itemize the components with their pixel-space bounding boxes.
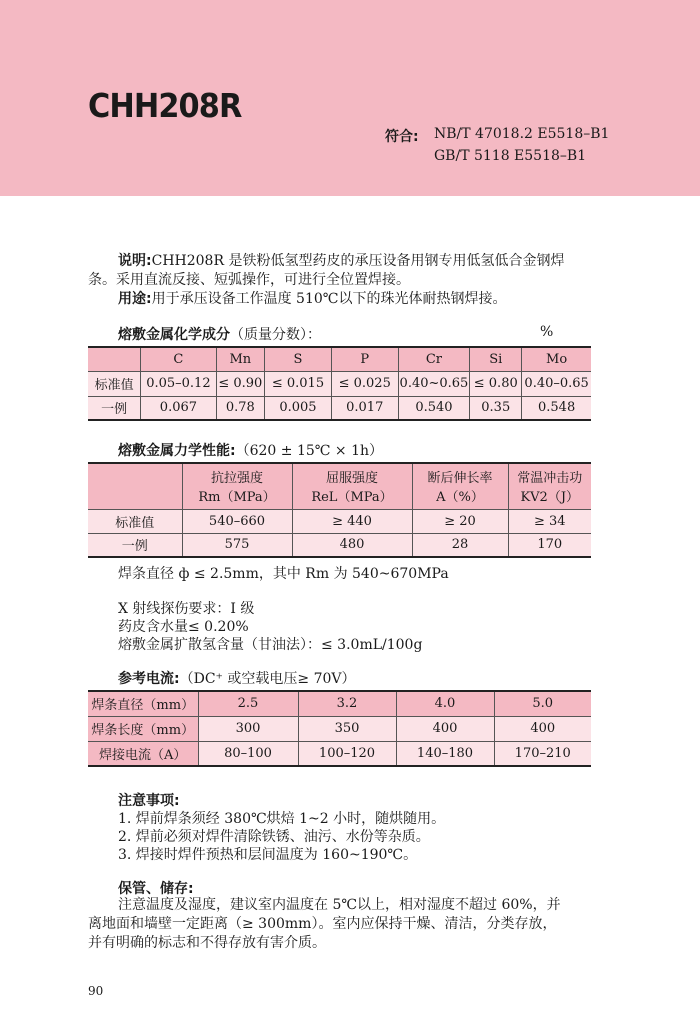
standard-2: GB/T 5118 E5518–B1 — [434, 148, 587, 164]
standards-label: 符合: — [385, 129, 419, 145]
mech-header-cell — [508, 463, 591, 509]
mech-cell: ≥ 20 — [412, 509, 508, 533]
description-text-1: CHH208R 是铁粉低氢型药皮的承压设备用钢专用低氢低合金钢焊 — [151, 253, 565, 269]
mech-header-line1: 常温冲击功 — [517, 471, 583, 487]
current-cell: 170–210 — [494, 741, 591, 766]
mech-header-cell — [182, 463, 292, 509]
chem-heading — [118, 324, 321, 344]
chem-unit: % — [540, 324, 554, 340]
mech-header-blank — [88, 463, 182, 509]
mech-header-row — [88, 463, 591, 509]
mech-cell: 一例 — [88, 533, 182, 557]
current-row-label: 焊条长度（mm） — [88, 716, 198, 741]
current-cell: 350 — [298, 716, 396, 741]
mech-table — [88, 462, 591, 558]
chem-cell: 0.40–0.65 — [522, 371, 591, 396]
mech-header-line1: 断后伸长率 — [427, 471, 493, 487]
mech-heading — [118, 440, 383, 460]
chem-header-cell: Mn — [216, 347, 265, 371]
chem-cell: 一例 — [88, 396, 141, 420]
mech-header-cell — [412, 463, 508, 509]
current-cell: 2.5 — [198, 691, 298, 716]
chem-cell: 0.548 — [522, 396, 591, 420]
mech-header-line2: KV2（J） — [520, 490, 580, 506]
mech-header-line2: Rm（MPa） — [198, 490, 276, 506]
chem-cell: 标准值 — [88, 371, 141, 396]
chem-table — [88, 346, 591, 421]
requirement-line: X 射线探伤要求：I 级 — [118, 601, 255, 617]
chem-header-cell — [88, 347, 141, 371]
product-title: CHH208R — [88, 86, 242, 125]
table-row — [88, 716, 591, 741]
chem-header-cell: Cr — [398, 347, 470, 371]
chem-cell: 0.05–0.12 — [141, 371, 216, 396]
chem-cell: 0.067 — [141, 396, 216, 420]
current-cell: 4.0 — [396, 691, 494, 716]
storage-line: 注意温度及湿度，建议室内温度在 5℃以上，相对湿度不超过 60%，并 — [118, 897, 561, 913]
current-cell: 5.0 — [494, 691, 591, 716]
chem-cell: 0.540 — [398, 396, 470, 420]
mech-header-line2: A（%） — [436, 490, 484, 506]
chem-title: 熔敷金属化学成分 — [118, 327, 230, 343]
current-cell: 100–120 — [298, 741, 396, 766]
chem-header-cell: S — [265, 347, 332, 371]
mech-cell: ≥ 34 — [508, 509, 591, 533]
current-table — [88, 690, 591, 767]
storage-title: 保管、储存: — [118, 881, 194, 897]
requirement-line: 药皮含水量≤ 0.20% — [118, 619, 249, 635]
chem-header-cell: C — [141, 347, 216, 371]
mech-cell: ≥ 440 — [292, 509, 412, 533]
mech-header-line2: ReL（MPa） — [311, 490, 393, 506]
storage-line: 并有明确的标志和不得存放有害介质。 — [88, 935, 326, 951]
current-cell: 400 — [396, 716, 494, 741]
chem-cell: ≤ 0.015 — [265, 371, 332, 396]
storage-line: 离地面和墙壁一定距离（≥ 300mm）。室内应保持干燥、清洁，分类存放， — [88, 916, 557, 932]
chem-cell: ≤ 0.80 — [470, 371, 522, 396]
mech-cell: 480 — [292, 533, 412, 557]
table-row — [88, 371, 591, 396]
chem-cell: ≤ 0.025 — [331, 371, 398, 396]
current-subtitle: （DC⁺ 或空载电压≥ 70V） — [179, 671, 356, 687]
mech-header-line1: 屈服强度 — [325, 471, 378, 487]
mech-header-cell — [292, 463, 412, 509]
requirement-line: 熔敷金属扩散氢含量（甘油法）：≤ 3.0mL/100g — [118, 637, 423, 653]
usage-label: 用途: — [118, 291, 152, 307]
chem-subtitle: （质量分数）： — [230, 327, 321, 343]
table-row — [88, 691, 591, 716]
diameter-note: 焊条直径 ф ≤ 2.5mm，其中 Rm 为 540~670MPa — [118, 566, 449, 582]
notes-title: 注意事项: — [118, 793, 180, 809]
chem-header-row — [88, 347, 591, 371]
current-heading — [118, 668, 356, 688]
chem-header-cell: P — [331, 347, 398, 371]
current-cell: 400 — [494, 716, 591, 741]
chem-cell: 0.78 — [216, 396, 265, 420]
chem-header-cell: Mo — [522, 347, 591, 371]
current-row-label: 焊条直径（mm） — [88, 691, 198, 716]
note-item: 2. 焊前必须对焊件清除铁锈、油污、水份等杂质。 — [118, 829, 430, 845]
mech-cell: 28 — [412, 533, 508, 557]
storage-heading — [118, 878, 194, 898]
chem-cell: 0.35 — [470, 396, 522, 420]
chem-cell: 0.40~0.65 — [398, 371, 470, 396]
mech-subtitle: （620 ± 15℃ × 1h） — [235, 443, 383, 459]
mech-cell: 170 — [508, 533, 591, 557]
storage-paragraph — [88, 896, 593, 953]
mech-title: 熔敷金属力学性能: — [118, 443, 236, 459]
current-cell: 140–180 — [396, 741, 494, 766]
chem-cell: 0.017 — [331, 396, 398, 420]
note-item: 1. 焊前焊条须经 380℃烘焙 1~2 小时，随烘随用。 — [118, 811, 446, 827]
mech-cell: 标准值 — [88, 509, 182, 533]
current-cell: 80–100 — [198, 741, 298, 766]
table-row — [88, 533, 591, 557]
chem-cell: ≤ 0.90 — [216, 371, 265, 396]
chem-cell: 0.005 — [265, 396, 332, 420]
mech-cell: 540–660 — [182, 509, 292, 533]
description-text-2: 条。采用直流反接、短弧操作，可进行全位置焊接。 — [88, 272, 410, 288]
notes-heading — [118, 790, 180, 810]
current-cell: 300 — [198, 716, 298, 741]
header-band — [0, 0, 700, 196]
mech-header-line1: 抗拉强度 — [210, 471, 263, 487]
current-cell: 3.2 — [298, 691, 396, 716]
usage-text: 用于承压设备工作温度 510℃以下的珠光体耐热钢焊接。 — [151, 291, 507, 307]
description-label: 说明: — [118, 253, 152, 269]
page-number: 90 — [88, 984, 104, 998]
chem-header-cell: Si — [470, 347, 522, 371]
mech-cell: 575 — [182, 533, 292, 557]
table-row — [88, 509, 591, 533]
table-row — [88, 741, 591, 766]
standard-1: NB/T 47018.2 E5518–B1 — [434, 126, 610, 142]
current-row-label: 焊接电流（A） — [88, 741, 198, 766]
table-row — [88, 396, 591, 420]
current-title: 参考电流: — [118, 671, 180, 687]
note-item: 3. 焊接时焊件预热和层间温度为 160~190℃。 — [118, 847, 418, 863]
description-paragraph — [88, 252, 593, 309]
